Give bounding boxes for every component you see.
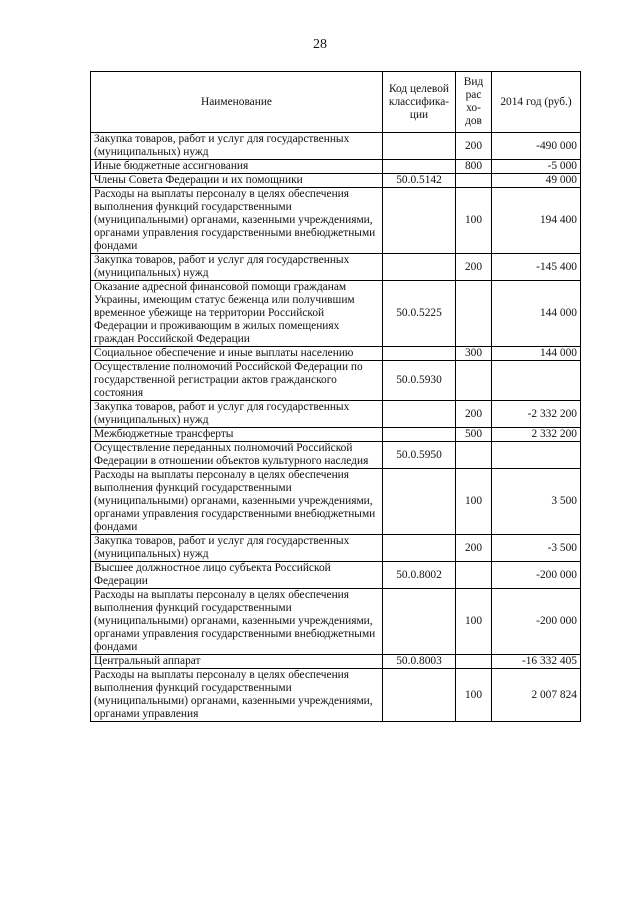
cell-name: Закупка товаров, работ и услуг для государственных (муниципальных) нужд xyxy=(91,254,383,281)
cell-name: Закупка товаров, работ и услуг для государственных (муниципальных) нужд xyxy=(91,401,383,428)
cell-name: Расходы на выплаты персоналу в целях обеспечения выполнения функций государственными (муниципальными) органами, казенными учреждениями, органами управления государственными внебюджетными фондами xyxy=(91,589,383,655)
table-row xyxy=(91,655,581,669)
cell-vid: 300 xyxy=(456,347,492,361)
cell-amount: 144 000 xyxy=(492,347,581,361)
cell-name: Оказание адресной финансовой помощи гражданам Украины, имеющим статус беженца или получившим временное убежище на территории Российской Федерации и проживающим в жилых помещениях граждан Российской Федерации xyxy=(91,281,383,347)
cell-code xyxy=(383,347,456,361)
cell-name: Закупка товаров, работ и услуг для государственных (муниципальных) нужд xyxy=(91,133,383,160)
cell-code xyxy=(383,133,456,160)
table-row xyxy=(91,133,581,160)
cell-vid: 200 xyxy=(456,535,492,562)
cell-vid: 100 xyxy=(456,669,492,722)
cell-code xyxy=(383,254,456,281)
cell-amount: 2 332 200 xyxy=(492,428,581,442)
cell-amount: -2 332 200 xyxy=(492,401,581,428)
cell-code: 50.0.5930 xyxy=(383,361,456,401)
cell-code: 50.0.5225 xyxy=(383,281,456,347)
page-number: 28 xyxy=(313,37,327,52)
cell-amount: 3 500 xyxy=(492,469,581,535)
cell-amount: 194 400 xyxy=(492,188,581,254)
cell-name: Осуществление полномочий Российской Федерации по государственной регистрации актов гражданского состояния xyxy=(91,361,383,401)
cell-amount: -200 000 xyxy=(492,562,581,589)
table-row xyxy=(91,669,581,722)
header-name: Наименование xyxy=(91,72,383,133)
cell-vid xyxy=(456,442,492,469)
table-row xyxy=(91,442,581,469)
cell-code xyxy=(383,188,456,254)
cell-name: Социальное обеспечение и иные выплаты населению xyxy=(91,347,383,361)
table-row xyxy=(91,347,581,361)
cell-amount: -200 000 xyxy=(492,589,581,655)
header-vid: Вид рас хо-дов xyxy=(456,72,492,133)
cell-vid: 100 xyxy=(456,188,492,254)
cell-vid: 200 xyxy=(456,254,492,281)
table-row xyxy=(91,589,581,655)
cell-name: Межбюджетные трансферты xyxy=(91,428,383,442)
table-row xyxy=(91,361,581,401)
table-row xyxy=(91,174,581,188)
budget-table xyxy=(90,71,581,722)
table-row xyxy=(91,160,581,174)
table-row xyxy=(91,281,581,347)
cell-code: 50.0.5142 xyxy=(383,174,456,188)
table-header-row xyxy=(91,72,581,133)
cell-code xyxy=(383,469,456,535)
cell-vid: 100 xyxy=(456,469,492,535)
cell-code xyxy=(383,535,456,562)
cell-vid: 200 xyxy=(456,401,492,428)
cell-code: 50.0.8003 xyxy=(383,655,456,669)
cell-vid xyxy=(456,174,492,188)
cell-code xyxy=(383,589,456,655)
cell-amount: 2 007 824 xyxy=(492,669,581,722)
table-row xyxy=(91,562,581,589)
table-row xyxy=(91,188,581,254)
cell-amount: 144 000 xyxy=(492,281,581,347)
cell-name: Расходы на выплаты персоналу в целях обеспечения выполнения функций государственными (муниципальными) органами, казенными учреждениями, органами управления государственными внебюджетными фондами xyxy=(91,469,383,535)
table-row xyxy=(91,428,581,442)
cell-name: Закупка товаров, работ и услуг для государственных (муниципальных) нужд xyxy=(91,535,383,562)
cell-name: Расходы на выплаты персоналу в целях обеспечения выполнения функций государственными (муниципальными) органами, казенными учреждениями, органами управления xyxy=(91,669,383,722)
cell-name: Центральный аппарат xyxy=(91,655,383,669)
cell-amount: -5 000 xyxy=(492,160,581,174)
cell-code: 50.0.8002 xyxy=(383,562,456,589)
cell-vid: 800 xyxy=(456,160,492,174)
cell-vid xyxy=(456,361,492,401)
cell-vid xyxy=(456,281,492,347)
cell-name: Осуществление переданных полномочий Российской Федерации в отношении объектов культурного наследия xyxy=(91,442,383,469)
table-row xyxy=(91,469,581,535)
cell-vid: 200 xyxy=(456,133,492,160)
cell-amount: -16 332 405 xyxy=(492,655,581,669)
header-code: Код целевой классифика-ции xyxy=(383,72,456,133)
cell-amount: -3 500 xyxy=(492,535,581,562)
cell-vid xyxy=(456,655,492,669)
cell-amount xyxy=(492,442,581,469)
cell-vid xyxy=(456,562,492,589)
cell-name: Расходы на выплаты персоналу в целях обеспечения выполнения функций государственными (муниципальными) органами, казенными учреждениями, органами управления государственными внебюджетными фондами xyxy=(91,188,383,254)
table-row xyxy=(91,535,581,562)
cell-amount: -145 400 xyxy=(492,254,581,281)
cell-amount: -490 000 xyxy=(492,133,581,160)
cell-amount: 49 000 xyxy=(492,174,581,188)
cell-code: 50.0.5950 xyxy=(383,442,456,469)
cell-code xyxy=(383,428,456,442)
cell-code xyxy=(383,160,456,174)
table-row xyxy=(91,401,581,428)
cell-vid: 500 xyxy=(456,428,492,442)
cell-name: Члены Совета Федерации и их помощники xyxy=(91,174,383,188)
table-row xyxy=(91,254,581,281)
header-year: 2014 год (руб.) xyxy=(492,72,581,133)
cell-amount xyxy=(492,361,581,401)
cell-name: Иные бюджетные ассигнования xyxy=(91,160,383,174)
cell-code xyxy=(383,669,456,722)
cell-name: Высшее должностное лицо субъекта Российской Федерации xyxy=(91,562,383,589)
cell-vid: 100 xyxy=(456,589,492,655)
cell-code xyxy=(383,401,456,428)
